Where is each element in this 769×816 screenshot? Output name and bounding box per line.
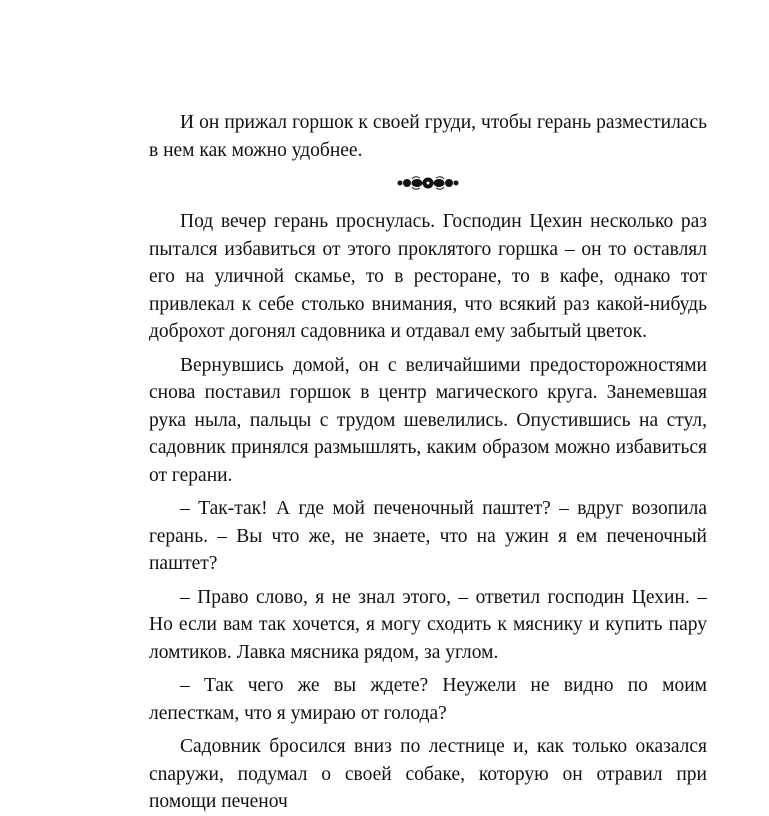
book-page (149, 109, 707, 816)
floral-vignette-icon (396, 174, 460, 192)
dialogue-paragraph: – Право слово, я не знал этого, – ответил господин Цехин. – Но если вам так хочется, я могу сходить к мяснику и купить пару ломтиков. Лавка мясника рядом, за углом. (149, 586, 707, 663)
dialogue-paragraph: – Так чего же вы ждете? Неужели не видно по моим лепесткам, что я умираю от голода? (149, 675, 707, 724)
dialogue-paragraph: – Так-так! А где мой печеночный паштет? – вдруг возопила герань. – Вы что же, не знаете, что на ужин я ем печеночный паштет? (149, 498, 707, 574)
paragraph: Вернувшись домой, он с величайшими предосторожностями снова поставил горшок в центр магического круга. Занемевшая рука ныла, пальцы с трудом шевелились. Опустившись на стул, садовник принялся размышлять, каким образом можно избавиться от герани. (149, 354, 707, 486)
paragraph: Садовник бросился вниз по лестнице и, как только оказался сnaружи, подумал о своей собаке, которую он отравил при помощи печеноч (149, 736, 707, 812)
paragraph: Под вечер герань проснулась. Господин Цехин несколько раз пытался избавиться от этого проклятого горшка – он то оставлял его на уличной скамье, то в ресторане, то в кафе, однако тот привлекал к себе столько внимания, что всякий раз какой-нибудь доброхот догонял садовника и отдавал ему забытый цветок. (149, 211, 707, 342)
paragraph: И он прижал горшок к своей груди, чтобы герань разместилась в нем как можно удобнее. (149, 112, 707, 161)
